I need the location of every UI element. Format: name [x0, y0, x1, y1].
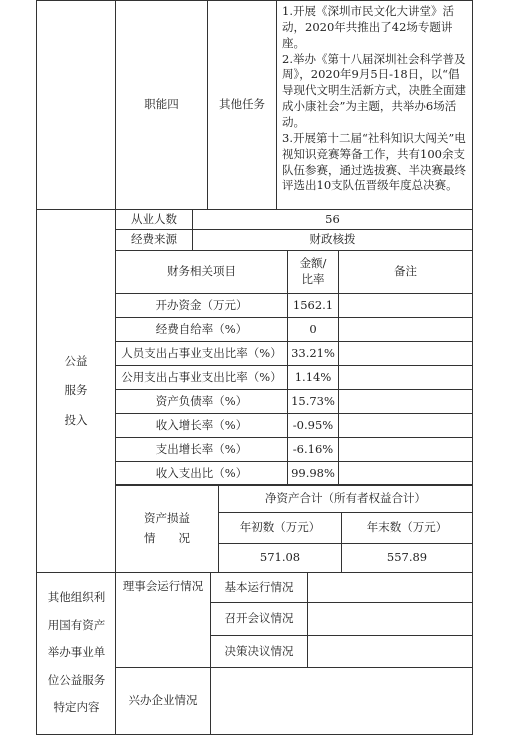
- enterprise-value: [210, 667, 473, 735]
- task-item-3: 3.开展第十二届“社科知识大闯关”电视知识竞赛筹备工作，共有100余支队伍参赛，通过选拔赛、半决赛最终评选出10支队伍晋级年度总决赛。: [282, 130, 466, 193]
- finance-item: 开办资金（万元）: [115, 293, 288, 318]
- finance-item: 经费自给率（%）: [115, 317, 288, 342]
- remark-header: 备注: [338, 250, 473, 294]
- meeting-label: 召开会议情况: [210, 602, 308, 636]
- end-year-header: 年末数（万元）: [341, 512, 473, 544]
- net-assets-header: 净资产合计（所有者权益合计）: [218, 484, 473, 513]
- finance-remark: [338, 317, 473, 342]
- top-left-blank-cell: [36, 0, 116, 210]
- finance-item: 支出增长率（%）: [115, 437, 288, 462]
- end-year-value: 557.89: [341, 543, 473, 573]
- meeting-value: [307, 602, 473, 636]
- begin-year-header: 年初数（万元）: [218, 512, 342, 544]
- funding-source-value: 财政核拨: [192, 229, 473, 251]
- other-org-label: 其他组织利 用国有资产 举办事业单 位公益服务 特定内容: [36, 572, 116, 735]
- finance-remark: [338, 389, 473, 414]
- finance-remark: [338, 437, 473, 462]
- decision-label: 决策决议情况: [210, 635, 308, 668]
- finance-item: 公用支出占事业支出比率（%）: [115, 365, 288, 390]
- finance-value: -0.95%: [287, 413, 339, 438]
- finance-value: 99.98%: [287, 461, 339, 486]
- finance-remark: [338, 293, 473, 318]
- funding-source-label: 经费来源: [115, 229, 193, 251]
- finance-value: -6.16%: [287, 437, 339, 462]
- finance-value: 0: [287, 317, 339, 342]
- enterprise-label: 兴办企业情况: [115, 667, 211, 735]
- finance-item: 资产负债率（%）: [115, 389, 288, 414]
- finance-remark: [338, 461, 473, 486]
- decision-value: [307, 635, 473, 668]
- basic-operation-value: [307, 572, 473, 603]
- task-item-2: 2.举办《第十八届深圳社会科学普及周》，2020年9月5日-18日，以“倡导现代文明生活新方式，决胜全面建成小康社会”为主题，共举办6场活动。: [282, 51, 466, 130]
- finance-remark: [338, 365, 473, 390]
- finance-remark: [338, 413, 473, 438]
- task-description: [276, 0, 473, 210]
- task-category: 其他任务: [207, 0, 277, 210]
- task-item-1: 1.开展《深圳市民文化大讲堂》活动，2020年共推出了42场专题讲座。: [282, 4, 454, 50]
- amount-header: 金额/ 比率: [287, 250, 339, 294]
- finance-value: 33.21%: [287, 341, 339, 366]
- staff-count-label: 从业人数: [115, 209, 193, 230]
- finance-item: 人员支出占事业支出比率（%）: [115, 341, 288, 366]
- finance-item: 收入增长率（%）: [115, 413, 288, 438]
- duty-label: 职能四: [115, 0, 208, 210]
- finance-value: 1.14%: [287, 365, 339, 390]
- finance-remark: [338, 341, 473, 366]
- finance-item: 收入支出比（%）: [115, 461, 288, 486]
- assets-label: 资产损益 情 况: [115, 484, 219, 573]
- begin-year-value: 571.08: [218, 543, 342, 573]
- basic-operation-label: 基本运行情况: [210, 572, 308, 603]
- board-operation-label: 理事会运行情况: [115, 572, 211, 668]
- public-input-label: 公益 服务 投入: [36, 209, 116, 573]
- staff-count-value: 56: [192, 209, 473, 230]
- finance-value: 15.73%: [287, 389, 339, 414]
- finance-item-header: 财务相关项目: [115, 250, 288, 294]
- finance-value: 1562.1: [287, 293, 339, 318]
